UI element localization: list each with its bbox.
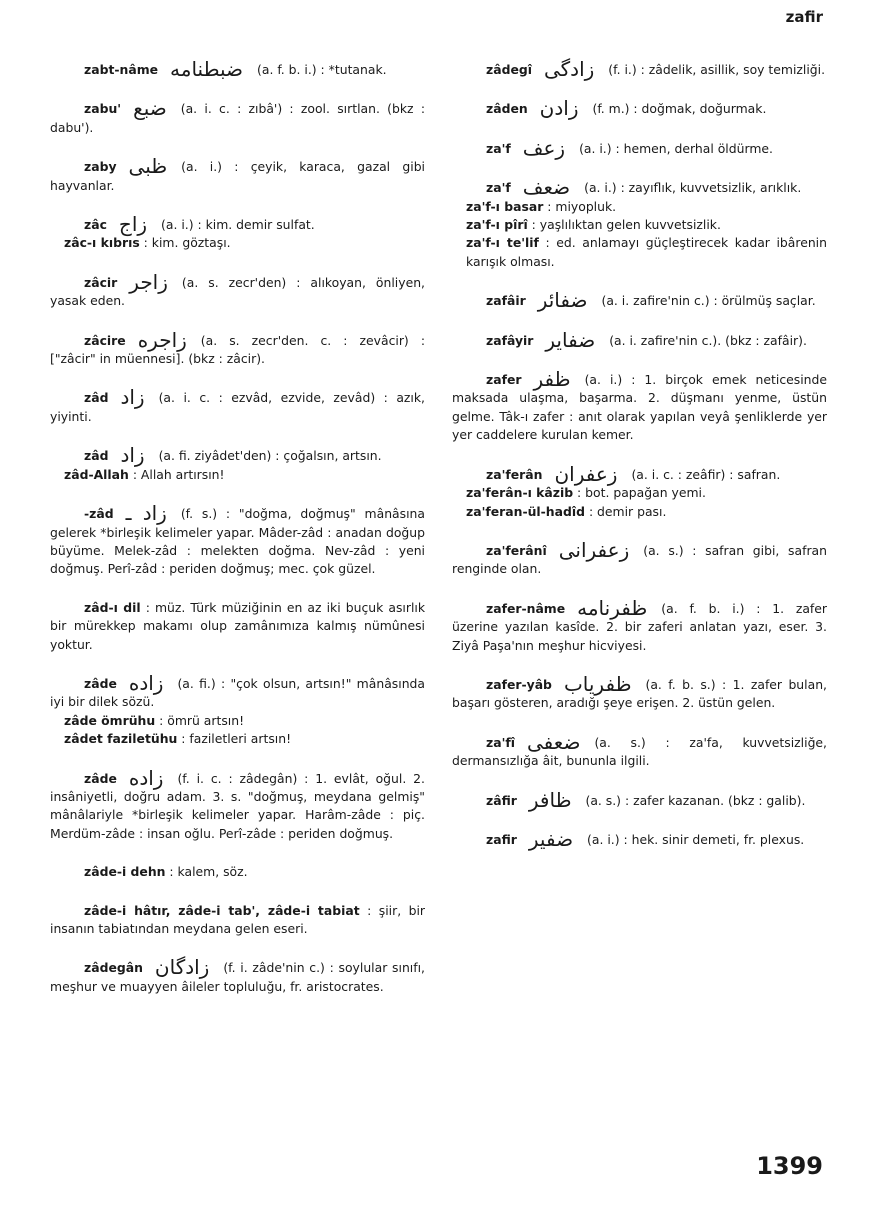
definition-text: (a. fi. ziyâdet'den) : çoğalsın, artsın. (158, 448, 382, 464)
dictionary-entry (50, 501, 425, 579)
arabic-script: ظافر (528, 787, 572, 812)
dictionary-entry (50, 269, 425, 311)
sub-entry-line (452, 234, 827, 271)
arabic-script: زاجره (137, 327, 187, 352)
dictionary-entry (452, 826, 827, 851)
definition-text: (a. i. c. : ezvâd, ezvide, zevâd) : azık, yiyinti. (50, 390, 425, 424)
definition-text: : miyopluk. (547, 198, 617, 214)
page-number: 1399 (756, 1152, 823, 1180)
entry-line (50, 443, 425, 468)
headword: zafer-nâme (486, 600, 566, 616)
dictionary-entry (452, 461, 827, 521)
definition-text: : Allah artırsın! (132, 466, 225, 482)
definition-text: (f. i.) : zâdelik, asillik, soy temizliği. (608, 62, 826, 77)
entry-line (452, 671, 827, 713)
headword: za'ferân (486, 466, 543, 482)
definition-text: : şiir, bir insanın tabiatından meydana gelen eseri. (50, 902, 425, 936)
definition-text: : kalem, söz. (169, 864, 248, 880)
definition-text: (f. s.) : "doğma, doğmuş" mânâsına gelerek *birleşik kelimeler yapar. Mâder-zâd : anadan doğup büyüme. Melek-zâd : melekten doğma. Nev-zâd : yeni doğmuş. Perî-zâd : periden doğmuş; mec. çok güzel. (50, 506, 425, 577)
headword: zâde (84, 675, 117, 691)
definition-text: (a. fi.) : "çok olsun, artsın!" mânâsında iyi bir dilek sözü. (50, 675, 425, 710)
headword: zafir (486, 831, 517, 847)
headword: za'ferânî (486, 542, 547, 558)
definition-text: (a. s. zecr'den) : alıkoyan, önliyen, yasak eden. (50, 274, 425, 309)
arabic-script: ظفر (533, 367, 571, 392)
definition-text: (a. i. c. : zeâfir) : safran. (631, 466, 781, 482)
arabic-script: زادن (539, 96, 579, 121)
headword: zâcir (84, 274, 118, 290)
dictionary-entry (50, 327, 425, 369)
entry-line (452, 175, 827, 200)
entry-line (50, 955, 425, 996)
headword: zafer (486, 372, 522, 388)
dictionary-entry (452, 537, 827, 579)
dictionary-entry (50, 765, 425, 844)
dictionary-entry (50, 57, 425, 81)
definition-text: (a. i. zafire'nin c.). (bkz : zafâir). (609, 332, 807, 348)
definition-text: (a. s. zecr'den. c. : zevâcir) : ["zâcir" in müennesi]. (bkz : zâcir). (50, 332, 425, 367)
headword: za'f-ı basar (466, 198, 544, 214)
entry-line (50, 385, 425, 426)
headword: zafer-yâb (486, 676, 552, 692)
arabic-script: زعفران (554, 461, 618, 486)
dictionary-entry (50, 599, 425, 654)
arabic-script: ضفایر (545, 327, 596, 352)
dictionary-entry (452, 787, 827, 812)
dictionary-entry (50, 955, 425, 996)
dictionary-entry (50, 902, 425, 939)
definition-text: (a. f. b. i.) : *tutanak. (257, 62, 387, 77)
arabic-script: زاد ـ (125, 501, 167, 526)
dictionary-entry (452, 57, 827, 81)
headword: zâd (84, 448, 109, 464)
headword: za'f-ı te'lif (466, 235, 539, 251)
dictionary-entry (452, 367, 827, 445)
definition-text: (f. i. zâde'nin c.) : soylular sınıfı, meşhur ve muayyen âileler topluluğu, fr. aristocrates. (50, 960, 425, 994)
entry-line (452, 367, 827, 445)
headword: zâde-i hâtır, zâde-i tab', zâde-i tabiat (84, 902, 360, 918)
entry-line (452, 57, 827, 81)
headword: za'f (486, 140, 511, 156)
definition-text: (a. s.) : za'fa, kuvvetsizliğe, dermansızlığa âit, bununla ilgili. (452, 734, 827, 769)
arabic-script: زاده (128, 670, 164, 695)
headword: zâde (84, 770, 117, 786)
headword: zâde-i dehn (84, 864, 166, 880)
entry-line (50, 212, 425, 237)
arabic-script: زاد (120, 443, 145, 468)
headword: zâfir (486, 792, 517, 808)
dictionary-entry (452, 729, 827, 771)
entry-line (50, 269, 425, 311)
sub-entry-line (50, 466, 425, 484)
entry-line (50, 57, 425, 81)
headword: zâcire (84, 332, 126, 348)
definition-text: (a. i.) : çeyik, karaca, gazal gibi hayvanlar. (50, 159, 425, 193)
definition-text: (f. i. c. : zâdegân) : 1. evlât, oğul. 2. insâniyetli, doğru adam. 3. s. "doğmuş, meydana gelmiş" mânâlariyle *birleşik kelimeler yapar. Harâm-zâde : piç. Merdüm-zâde : insan oğlu. Perî-zâde : periden doğmuş. (50, 770, 425, 841)
dictionary-entry (50, 863, 425, 881)
arabic-script: ظفرنامه (577, 595, 648, 620)
headword: zaby (84, 159, 117, 175)
entry-line (50, 670, 425, 712)
dictionary-entry (50, 154, 425, 195)
sub-entry-line (50, 730, 425, 748)
headword: zâdegân (84, 960, 143, 976)
definition-text: (a. f. b. i.) : 1. zafer üzerine yazılan kasîde. 2. bir zaferi anlatan yazı, eser. 3. Ziyâ Paşa'nın meşhur hicviyesi. (452, 600, 827, 653)
entry-line (452, 787, 827, 812)
headword: za'f-ı pîrî (466, 217, 528, 233)
definition-text: (a. i.) : 1. birçok emek neticesinde maksada ulaşma, başarma. 2. düşmanı yenme, üstün gelme. Tâk-ı zafer : anıt olarak yapılan veyâ şenliklerde yer yer caddelere kurulan kemer. (452, 372, 827, 443)
headword: zâdet faziletühu (64, 731, 178, 747)
arabic-script: ضبع (133, 96, 167, 121)
arabic-script: زعف (522, 135, 566, 160)
definition-text: : ed. anlamayı güçleştirecek kadar ibârenin karışık olması. (466, 235, 827, 269)
definition-text: : yaşlılıktan gelen kuvvetsizlik. (531, 217, 721, 233)
entry-line (452, 826, 827, 851)
dictionary-entry (50, 385, 425, 426)
entry-line (50, 96, 425, 137)
definition-text: : faziletleri artsın! (181, 731, 292, 747)
definition-text: (a. i. zafire'nin c.) : örülmüş saçlar. (601, 293, 816, 309)
definition-text: (a. i. c. : zıbâ') : zool. sırtlan. (bkz : dabu'). (50, 101, 425, 135)
dictionary-entry (50, 443, 425, 484)
headword: zâc-ı kıbrıs (64, 235, 140, 251)
arabic-script: زاج (118, 212, 148, 237)
headword: zafâir (486, 293, 526, 309)
arabic-script: زاد (120, 385, 145, 410)
headword: za'feran-ül-hadîd (466, 503, 585, 519)
headword: zâd-Allah (64, 466, 129, 482)
sub-entry-line (452, 484, 827, 502)
dictionary-entry (452, 135, 827, 160)
dictionary-entry (452, 327, 827, 352)
headword: zâc (84, 217, 107, 233)
arabic-script: ضبطنامه (170, 57, 244, 81)
arabic-script: زاجر (129, 269, 168, 294)
arabic-script: ضعفی (527, 729, 581, 754)
definition-text: (a. i.) : hemen, derhal öldürme. (579, 140, 773, 156)
entry-line (452, 461, 827, 486)
entry-line (50, 765, 425, 844)
arabic-script: زادگی (543, 57, 595, 81)
definition-text: : ömrü artsın! (159, 712, 245, 728)
headword: zâd (84, 390, 109, 406)
definition-text: (a. i.) : hek. sinir demeti, fr. plexus. (587, 831, 805, 847)
entry-line (50, 154, 425, 195)
entry-line (50, 902, 425, 939)
definition-text: : müz. Türk müziğinin en az iki buçuk asırlık bir mürekkep makamı olup zamânımıza kalmış nümûnesi yoktur. (50, 599, 425, 652)
definition-text: (a. s.) : zafer kazanan. (bkz : galib). (585, 792, 806, 808)
arabic-script: ضفائر (537, 288, 588, 313)
definition-text: : bot. papağan yemi. (577, 485, 706, 501)
entry-line (452, 595, 827, 655)
running-head: zafir (785, 8, 823, 26)
dictionary-entry (50, 670, 425, 749)
entry-line (452, 327, 827, 352)
headword: zabu' (84, 101, 122, 117)
headword: zâd-ı dil (84, 599, 141, 615)
dictionary-entry (452, 595, 827, 655)
sub-entry-line (452, 503, 827, 521)
headword: zabt-nâme (84, 62, 159, 77)
entry-line (50, 863, 425, 881)
entry-line (452, 729, 827, 771)
definition-text: (a. s.) : safran gibi, safran renginde olan. (452, 542, 827, 577)
dictionary-entry (452, 96, 827, 121)
headword: za'fî (486, 734, 516, 750)
definition-text: : kim. göztaşı. (143, 235, 231, 251)
arabic-script: زعفرانی (558, 537, 630, 562)
headword: za'f (486, 180, 511, 196)
headword: zafâyir (486, 332, 534, 348)
arabic-script: زاده (128, 765, 164, 790)
headword: zâden (486, 101, 528, 117)
entry-line (452, 135, 827, 160)
entry-line (452, 96, 827, 121)
sub-entry-line (50, 712, 425, 730)
arabic-script: ظبی (128, 154, 168, 179)
sub-entry-line (452, 216, 827, 234)
definition-text: (f. m.) : doğmak, doğurmak. (592, 101, 767, 117)
entry-line (50, 501, 425, 579)
definition-text: (a. f. b. s.) : 1. zafer bulan, başarı gösteren, aradığı şeye erişen. 2. üstün gelen. (452, 676, 827, 711)
entry-line (452, 288, 827, 313)
definition-text: (a. i.) : zayıflık, kuvvetsizlik, arıklık. (584, 180, 802, 196)
headword: zâde ömrühu (64, 712, 156, 728)
left-column (50, 57, 425, 1016)
sub-entry-line (50, 234, 425, 252)
sub-entry-line (452, 198, 827, 216)
arabic-script: ظفریاب (563, 671, 632, 696)
definition-text: : demir pası. (588, 503, 667, 519)
entry-line (50, 327, 425, 369)
right-column (452, 57, 827, 869)
dictionary-entry (50, 96, 425, 137)
dictionary-entry (452, 175, 827, 271)
definition-text: (a. i.) : kim. demir sulfat. (161, 217, 315, 233)
arabic-script: ضعف (522, 175, 571, 200)
dictionary-entry (50, 212, 425, 253)
headword: -zâd (84, 506, 114, 522)
entry-line (50, 599, 425, 654)
dictionary-entry (452, 671, 827, 713)
arabic-script: زادگان (154, 955, 210, 980)
headword: zâdegî (486, 62, 532, 77)
headword: za'ferân-ı kâzib (466, 485, 574, 501)
arabic-script: ضفیر (528, 826, 574, 851)
dictionary-entry (452, 288, 827, 313)
entry-line (452, 537, 827, 579)
